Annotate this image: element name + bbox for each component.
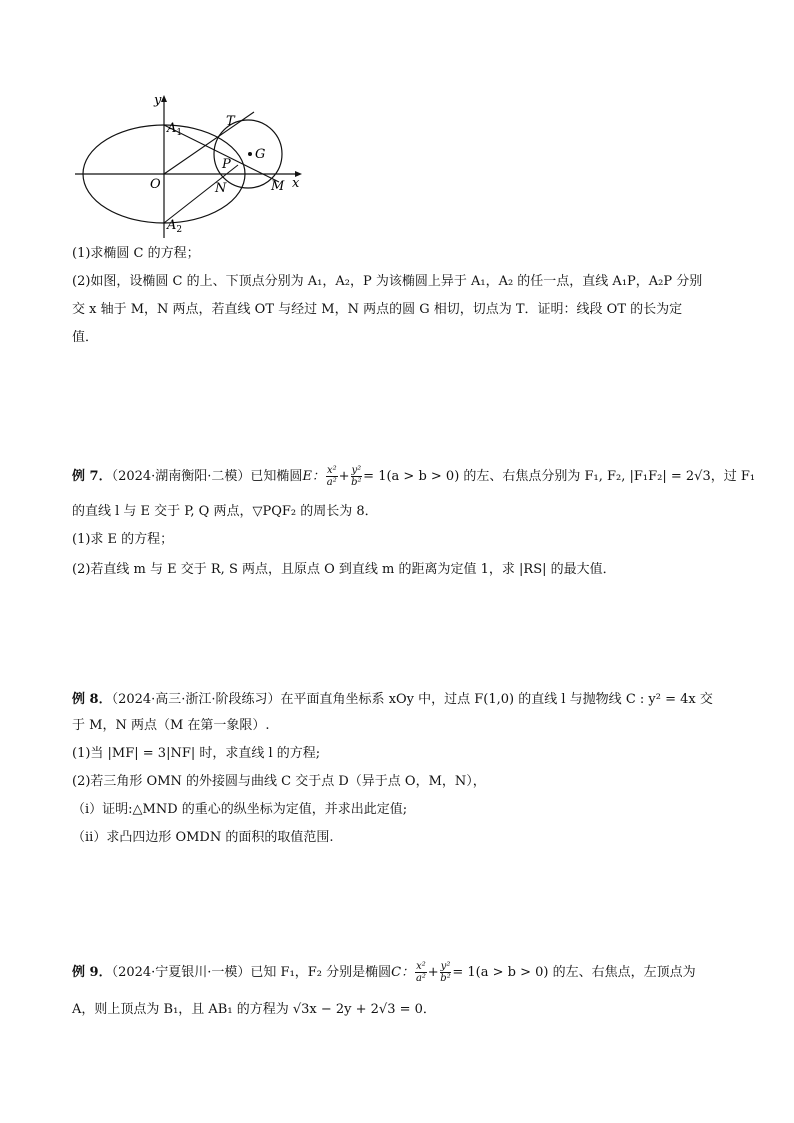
q7-part1: (1)求 E 的方程； <box>72 532 174 547</box>
q6-part2-line2: 交 x 轴于 M，N 两点，若直线 OT 与经过 M，N 两点的圆 G 相切，切点为 T．证明：线段 OT 的长为定 <box>72 302 683 317</box>
q9-eq-prefix: C： <box>391 965 415 980</box>
label-n: N <box>215 181 227 196</box>
ellipse-figure <box>70 90 310 240</box>
label-t: T <box>226 114 235 129</box>
label-y: y <box>154 93 162 108</box>
label-m: M <box>271 179 285 194</box>
q8-label: 例 8． <box>72 692 112 707</box>
label-a2: $A_2$ <box>167 218 183 235</box>
label-a1: $A_1$ <box>167 121 183 138</box>
q7-line2: 的直线 l 与 E 交于 P, Q 两点，▽PQF₂ 的周长为 8． <box>72 504 378 519</box>
q9-line2: A，则上顶点为 B₁，且 AB₁ 的方程为 √3x − 2y + 2√3 = 0． <box>72 1002 436 1017</box>
q7-eq-tail: = 1(a > b > 0) 的左、右焦点分别为 F₁, F₂, |F₁F₂| = 2√3，过 F₁ <box>363 469 756 484</box>
q8-line1 <box>72 690 713 710</box>
y-arrow <box>161 95 167 102</box>
q6-part2-line1: (2)如图，设椭圆 C 的上、下顶点分别为 A₁，A₂，P 为该椭圆上异于 A₁，A₂ 的任一点，直线 A₁P，A₂P 分别 <box>72 274 703 289</box>
line-ot <box>164 112 254 174</box>
point-g <box>248 152 252 156</box>
q6-part2-line3: 值． <box>72 330 99 345</box>
q9-label: 例 9． <box>72 965 112 980</box>
label-o: O <box>150 177 161 192</box>
q7-label: 例 7． <box>72 469 112 484</box>
q7-source: （2024·湖南衡阳·二模）已知椭圆 <box>111 469 303 484</box>
q8-sub2: （ii）求凸四边形 OMDN 的面积的取值范围. <box>72 830 334 845</box>
label-p: P <box>222 157 231 172</box>
q9-frac-y: $\frac{\text{y²}}{\text{b²}}$ <box>440 961 451 984</box>
q8-part2: (2)若三角形 OMN 的外接圆与曲线 C 交于点 D（异于点 O，M，N）， <box>72 774 486 789</box>
q8-line2: 于 M，N 两点（M 在第一象限）. <box>72 718 270 733</box>
q7-frac-y: $\frac{\text{y²}}{\text{b²}}$ <box>351 465 362 488</box>
q9-line1: 例 9．（2024·宁夏银川·一模）已知 F₁，F₂ 分别是椭圆C： $\frac{\text{x²}}{\text{a²}}$ + $\frac{\text{y²}}{\text{b²}}$ = 1(a > b > 0) 的左、右焦点，左顶点为 <box>72 961 696 984</box>
q6-part1: (1)求椭圆 C 的方程； <box>72 246 200 261</box>
q9-source: （2024·宁夏银川·一模）已知 F₁，F₂ 分别是椭圆 <box>111 965 392 980</box>
q9-eq-tail: = 1(a > b > 0) 的左、右焦点，左顶点为 <box>452 965 696 980</box>
q7-part2: (2)若直线 m 与 E 交于 R, S 两点，且原点 O 到直线 m 的距离为定值 1，求 |RS| 的最大值． <box>72 562 616 577</box>
label-g: G <box>255 147 266 162</box>
q8-sub1: （i）证明:△MND 的重心的纵坐标为定值，并求出此定值; <box>72 802 408 817</box>
q7-frac-x: $\frac{\text{x²}}{\text{a²}}$ <box>326 465 337 488</box>
q7-eq-prefix: E： <box>302 469 325 484</box>
label-x: x <box>292 176 300 191</box>
q7-line1: 例 7．（2024·湖南衡阳·二模）已知椭圆E： $\frac{\text{x²}}{\text{a²}}$ + $\frac{\text{y²}}{\text{b²}}$ = 1(a > b > 0) 的左、右焦点分别为 F₁, F₂, |F₁F₂| = 2√3，过 F₁ <box>72 465 756 488</box>
q9-frac-x: $\frac{\text{x²}}{\text{a²}}$ <box>415 961 426 984</box>
q8-part1: (1)当 |MF| = 3|NF| 时，求直线 l 的方程; <box>72 746 321 761</box>
q8-text: （2024·高三·浙江·阶段练习）在平面直角坐标系 xOy 中，过点 F(1,0) 的直线 l 与抛物线 C : y² = 4x 交 <box>111 692 713 707</box>
